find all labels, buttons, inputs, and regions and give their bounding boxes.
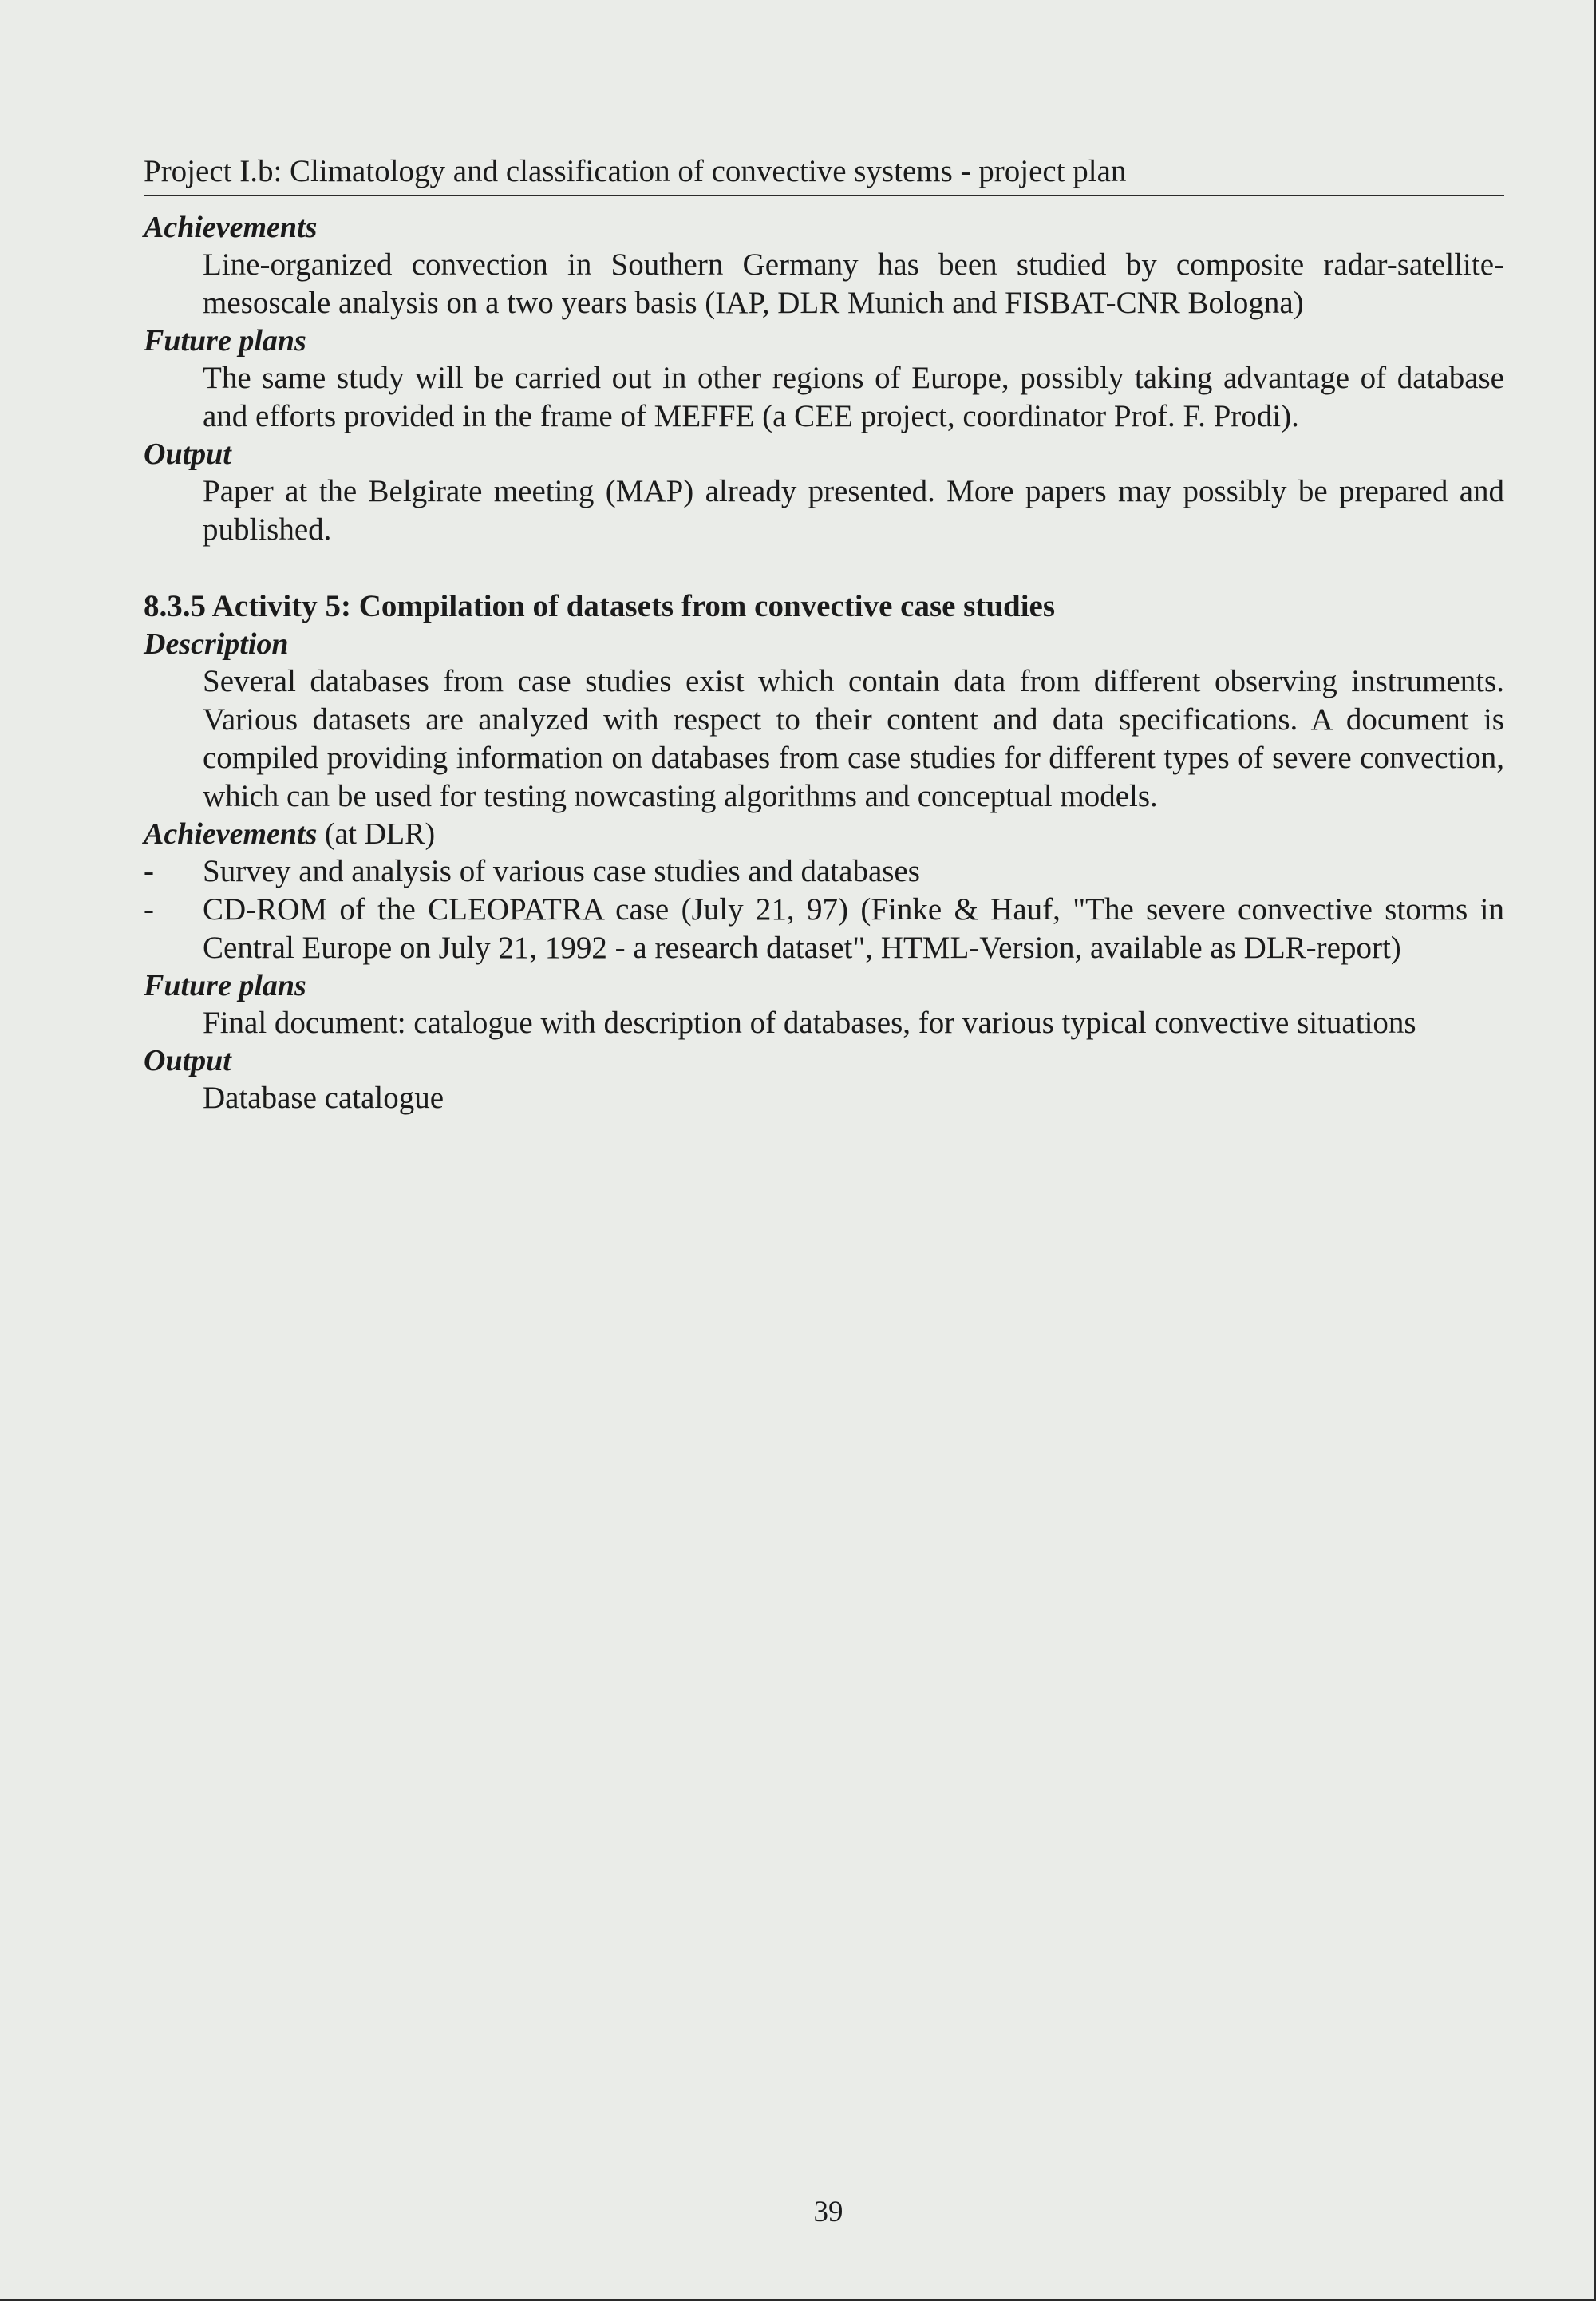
section-achievements-label: Achievements xyxy=(144,817,318,851)
achievements-text: Line-organized convection in Southern Germany has been studied by composite radar-satellite-mesoscale analysis on a two years basis (IAP, DLR Munich and FISBAT-CNR Bologna) xyxy=(203,247,1504,320)
list-item xyxy=(144,891,1504,967)
section-title: 8.3.5 Activity 5: Compilation of datasets from convective case studies xyxy=(144,589,1056,623)
bullet-dash: - xyxy=(144,892,154,927)
page-content xyxy=(144,152,1504,1117)
description-text: Several databases from case studies exist which contain data from different observing instruments. Various datasets are analyzed with respect to their content and data specifications. A document is compiled providing information on databases from case studies for different types of severe convection, which can be used for testing nowcasting algorithms and conceptual models. xyxy=(203,664,1504,813)
list-item xyxy=(144,852,1504,891)
section-output-heading: Output xyxy=(144,1044,231,1077)
list-item-text: CD-ROM of the CLEOPATRA case (July 21, 97) (Finke & Hauf, "The severe convective storms in Central Europe on July 21, 1992 - a research dataset", HTML-Version, available as DLR-report) xyxy=(203,892,1504,965)
running-header: Project I.b: Climatology and classification of convective systems - project plan xyxy=(144,152,1504,196)
section-future-plans-text: Final document: catalogue with description of databases, for various typical convective situations xyxy=(203,1006,1416,1040)
list-item-text: Survey and analysis of various case studies and databases xyxy=(203,854,920,888)
page-number: 39 xyxy=(813,2196,843,2228)
achievements-heading: Achievements xyxy=(144,211,318,244)
output-text: Paper at the Belgirate meeting (MAP) already presented. More papers may possibly be prepared and published. xyxy=(203,474,1504,547)
output-heading: Output xyxy=(144,437,231,471)
bullet-dash: - xyxy=(144,854,154,888)
description-heading: Description xyxy=(144,627,289,661)
future-plans-heading: Future plans xyxy=(144,324,306,358)
section-future-plans-heading: Future plans xyxy=(144,969,306,1002)
section-achievements-suffix: (at DLR) xyxy=(317,817,436,851)
future-plans-text: The same study will be carried out in other regions of Europe, possibly taking advantage of database and efforts provided in the frame of MEFFE (a CEE project, coordinator Prof. F. Prodi). xyxy=(203,361,1504,433)
section-achievements-heading xyxy=(144,816,1504,852)
section-output-text: Database catalogue xyxy=(203,1081,444,1115)
